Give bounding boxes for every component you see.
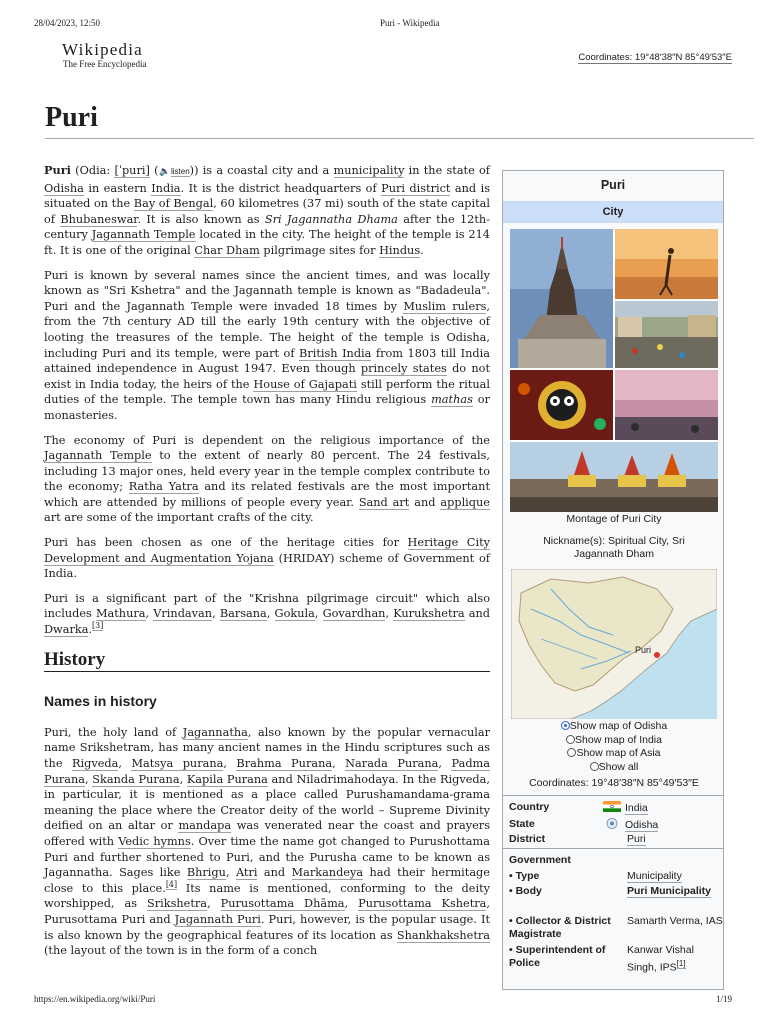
dusk-photo (615, 370, 718, 440)
link-matsya-purana[interactable]: Matsya purana (131, 757, 224, 770)
radio-selected-icon[interactable] (561, 721, 570, 730)
link-state-odisha[interactable]: Odisha (625, 819, 659, 831)
link-kurukshetra[interactable]: Kurukshetra (393, 607, 465, 621)
text: Puri is known by several names since the ancient times, and was locally known as "Sri Kshetra" and the Jagannath temple is known as "Badadeula". Puri and the Jagannath Temple were invaded 18 times by (44, 268, 490, 313)
lead-paragraph-4 (44, 535, 490, 582)
link-jagannath-temple-2[interactable]: Jagannath Temple (44, 449, 152, 463)
text: or monasteries. (44, 393, 490, 422)
radio-icon[interactable] (590, 762, 599, 771)
lead-paragraph-3 (44, 433, 490, 527)
link-hriday[interactable]: Heritage City Development and Augmentation Yojana (44, 536, 490, 565)
page-title: Puri (45, 102, 98, 133)
row-label: • Collector & District Magistrate (509, 915, 611, 940)
link-dwarka[interactable]: Dwarka (44, 623, 89, 637)
text: , (145, 607, 154, 621)
link-bay-of-bengal[interactable]: Bay of Bengal (133, 197, 214, 211)
text: ( (149, 164, 159, 177)
reference-1[interactable]: [1] (676, 959, 686, 968)
history-paragraph-1 (44, 725, 490, 959)
text: Its name is mentioned, conforming to the deity worshipped, as (44, 881, 490, 911)
text: located in the city. The height of the temple is 214 ft. It is one of the original (44, 228, 490, 257)
row-value: Kanwar Vishal Singh, IPS (627, 944, 694, 974)
text: and (257, 866, 292, 880)
text: (Odia: (70, 164, 115, 177)
map-option-label: Show map of Odisha (569, 720, 668, 732)
text: and (409, 495, 441, 509)
link-narada-purana[interactable]: Narada Purana (345, 757, 439, 770)
link-house-of-gajapati[interactable]: House of Gajapati (253, 377, 357, 391)
text: and Niladrimahodaya. In the Rigveda, in particular, it is mentioned as a place called Purushamandama-grama meaning the place where the Creator deity of the world – Supreme Divinity deified on an altar or (44, 772, 490, 833)
link-rigveda[interactable]: Rigveda (71, 757, 119, 770)
link-country-india[interactable]: India (625, 802, 648, 814)
lead-bold-title: Puri (44, 163, 71, 177)
print-page-title: Puri - Wikipedia (380, 18, 440, 28)
text: Puri is a significant part of the "Krishna pilgrimage circuit" which also includes (44, 591, 490, 621)
text: (the layout of the town is in the form of a conch (44, 944, 318, 958)
text: in eastern (83, 181, 152, 195)
text: . It is the district headquarters of (180, 181, 382, 195)
text: )) (189, 164, 199, 177)
link-bhrigu[interactable]: Bhrigu (186, 866, 226, 880)
text: , (179, 772, 187, 786)
infobox (502, 170, 724, 990)
link-skanda-purana[interactable]: Skanda Purana (92, 772, 180, 786)
map-option-india[interactable] (503, 734, 724, 748)
text: The economy of Puri is dependent on the religious importance of the (44, 433, 490, 447)
text: , 60 kilometres (37 mi) south of the state capital of (44, 197, 490, 226)
map-label-puri: Puri (635, 645, 652, 655)
link-purusottama-dhama[interactable]: Purusottama Dhāma (220, 897, 345, 911)
text: , (223, 757, 237, 770)
street-photo (615, 301, 718, 368)
text: art are some of the important crafts of the city. (44, 511, 314, 525)
text: , (207, 897, 221, 911)
text: , (266, 607, 275, 621)
link-markandeya[interactable]: Markandeya (291, 866, 364, 880)
link-barsana[interactable]: Barsana (219, 607, 267, 621)
link-kapila-purana[interactable]: Kapila Purana (186, 772, 268, 786)
link-gokula[interactable]: Gokula (274, 607, 315, 621)
section-heading-history: History (44, 652, 490, 673)
map-option-label: Show all (598, 760, 639, 773)
text: and is situated on the (44, 181, 490, 211)
infobox-title: Puri (600, 178, 626, 192)
link-mathura[interactable]: Mathura (95, 607, 146, 621)
text: , Purusottama Puri and (44, 897, 490, 926)
ipa-link[interactable]: [ˈpuri] (114, 164, 150, 177)
reference-4[interactable]: [4] (165, 879, 178, 889)
row-label: State (509, 818, 535, 830)
text: pilgrimage sites for (259, 243, 380, 257)
nickname: Nickname(s): Spiritual City, Sri Jagannath Dham (543, 535, 685, 560)
india-flag-icon (603, 801, 621, 812)
beach-photo (615, 229, 718, 299)
temple-photo (510, 229, 613, 368)
link-jagannath-puri[interactable]: Jagannath Puri (174, 912, 261, 926)
row-label: District (509, 833, 546, 845)
text: , (332, 757, 346, 770)
text: do not exist in India today, the heirs of the (44, 362, 490, 391)
radio-icon[interactable] (566, 735, 575, 744)
text: , (85, 772, 93, 786)
text: is a coastal city and a (198, 164, 334, 177)
text: Puri, the holy land of (44, 725, 183, 739)
wikipedia-wordmark[interactable]: Wikipedia (62, 40, 143, 59)
text: in the state of (404, 164, 490, 177)
link-sand-art[interactable]: Sand art (358, 495, 410, 509)
text: to the extent of nearly 80 percent. The 24 festivals, including 13 major ones, held every year in the temple complex contribute to the economy; (44, 449, 491, 494)
map-option-all[interactable] (503, 761, 724, 775)
text: (HRIDAY) scheme of Government of India. (44, 551, 490, 581)
infobox-divider (503, 795, 724, 796)
map-option-asia[interactable] (503, 747, 724, 761)
text: Puri has been chosen as one of the heritage cities for (44, 536, 408, 550)
map-option-label: Show map of India (575, 733, 662, 746)
link-atri[interactable]: Atri (235, 866, 258, 880)
title-divider (45, 138, 754, 139)
row-label: • Superintendent of Police (509, 944, 606, 969)
link-municipality[interactable]: municipality (333, 164, 405, 177)
link-odisha[interactable]: Odisha (44, 181, 84, 195)
link-mandapa[interactable]: mandapa (178, 819, 232, 833)
reference-3[interactable]: [3] (92, 621, 104, 631)
print-page-number: 1/19 (715, 994, 732, 1004)
text: , (385, 607, 394, 621)
locator-map[interactable] (511, 569, 717, 719)
text: , (225, 866, 236, 880)
link-vedic-hymns[interactable]: Vedic hymns (118, 834, 191, 848)
link-vrindavan[interactable]: Vrindavan (153, 607, 213, 621)
text: and its related festivals are the most important which are attended by millions of people every year. (44, 480, 490, 509)
deity-photo (510, 370, 613, 440)
link-padma-purana[interactable]: Padma Purana (44, 757, 490, 786)
link-jagannath-temple[interactable]: Jagannath Temple (91, 228, 196, 242)
link-srikshetra[interactable]: Srikshetra (147, 897, 208, 911)
link-muslim-rulers[interactable]: Muslim rulers (403, 299, 487, 313)
row-label: • Body (509, 885, 542, 897)
text: was venerated near the coast and prayers offered with (44, 819, 490, 848)
lead-paragraph-2 (44, 268, 490, 424)
link-hindus[interactable]: Hindus (379, 243, 421, 257)
link-type-municipality[interactable]: Municipality (627, 870, 682, 882)
wikipedia-tagline: The Free Encyclopedia (63, 59, 147, 69)
text: from 1803 till India attained independence in August 1947. Even though (44, 346, 490, 376)
text: , (344, 897, 359, 911)
map-options (503, 720, 724, 774)
text: , (314, 607, 323, 621)
link-district-puri[interactable]: Puri (627, 833, 646, 845)
article-body (44, 163, 490, 968)
text: had their hermitage close to this place. (44, 866, 490, 895)
puri-map-marker (654, 652, 660, 658)
text: . Puri, however, is the popular usage. It is also known by the geographical features of its location as (44, 912, 490, 942)
print-datetime: 28/04/2023, 12:50 (34, 18, 101, 28)
link-govardhan[interactable]: Govardhan (322, 607, 386, 621)
speaker-icon[interactable]: 🔈 (158, 167, 171, 177)
text: , (438, 757, 452, 770)
listen-link[interactable]: listen (170, 167, 190, 176)
link-applique[interactable]: applique (440, 495, 490, 509)
text: and (464, 607, 491, 621)
row-label: • Type (509, 870, 540, 882)
lead-paragraph-5 (44, 591, 490, 638)
odisha-seal-icon (603, 818, 621, 829)
link-char-dham[interactable]: Char Dham (194, 243, 260, 257)
link-british-india[interactable]: British India (299, 346, 372, 360)
link-purusottama-kshetra[interactable]: Purusottama Kshetra (358, 897, 487, 911)
link-ratha-yatra[interactable]: Ratha Yatra (128, 480, 199, 494)
rath-yatra-photo (510, 442, 718, 512)
row-label: Government (509, 854, 571, 866)
link-jagannatha[interactable]: Jagannatha (182, 725, 248, 739)
italic-name: Sri Jagannatha Dhama (264, 212, 398, 226)
top-coordinates-link[interactable]: Coordinates: 19°48′38″N 85°49′53″E (578, 52, 732, 63)
text: . (88, 623, 93, 637)
text: . Over time the name got changed to Purushottama Puri and further shortened to Puri, and the Purusha came to be known as Jagannatha. Sages like (44, 834, 490, 880)
link-body-puri-municipality[interactable]: Puri Municipality (627, 885, 712, 897)
link-shankhakshetra[interactable]: Shankhakshetra (396, 928, 490, 942)
text: , (118, 757, 132, 770)
montage-caption: Montage of Puri City (566, 513, 662, 525)
montage-image[interactable] (510, 229, 718, 512)
infobox-subtitle: City (503, 201, 723, 223)
text: , (212, 607, 220, 621)
text: still perform the ritual duties of the temple. The temple town has many Hindu religious (44, 377, 490, 407)
text: , from the 7th century AD till the early 19th century with the objective of looting the treasures of the temple. The height of the temple is Odisha, including Puri and its temple, were part of (44, 299, 490, 360)
infobox-divider (503, 848, 724, 849)
map-option-odisha[interactable] (503, 720, 724, 734)
link-mathas[interactable]: mathas (431, 393, 473, 407)
text: after the 12th-century (44, 212, 490, 242)
link-princely-states[interactable]: princely states (360, 362, 447, 376)
link-bhubaneswar[interactable]: Bhubaneswar (60, 212, 138, 226)
link-india[interactable]: India (151, 181, 181, 195)
map-option-label: Show map of Asia (576, 747, 661, 759)
text: , also known by the popular vernacular name Srikshetram, has many ancient names in the Hindu scriptures such as the (44, 725, 490, 770)
subsection-heading-names: Names in history (44, 693, 157, 710)
text: . (420, 243, 424, 257)
link-brahma-purana[interactable]: Brahma Purana (236, 757, 333, 770)
print-url: https://en.wikipedia.org/wiki/Puri (34, 994, 156, 1004)
row-label: Country (509, 801, 550, 813)
link-puri-district[interactable]: Puri district (381, 181, 451, 195)
text: . It is also known as (137, 212, 265, 226)
row-value: Samarth Verma, IAS (627, 915, 723, 927)
infobox-coordinates[interactable]: Coordinates: 19°48′38″N 85°49′53″E (529, 777, 699, 789)
lead-paragraph-1 (44, 163, 490, 259)
